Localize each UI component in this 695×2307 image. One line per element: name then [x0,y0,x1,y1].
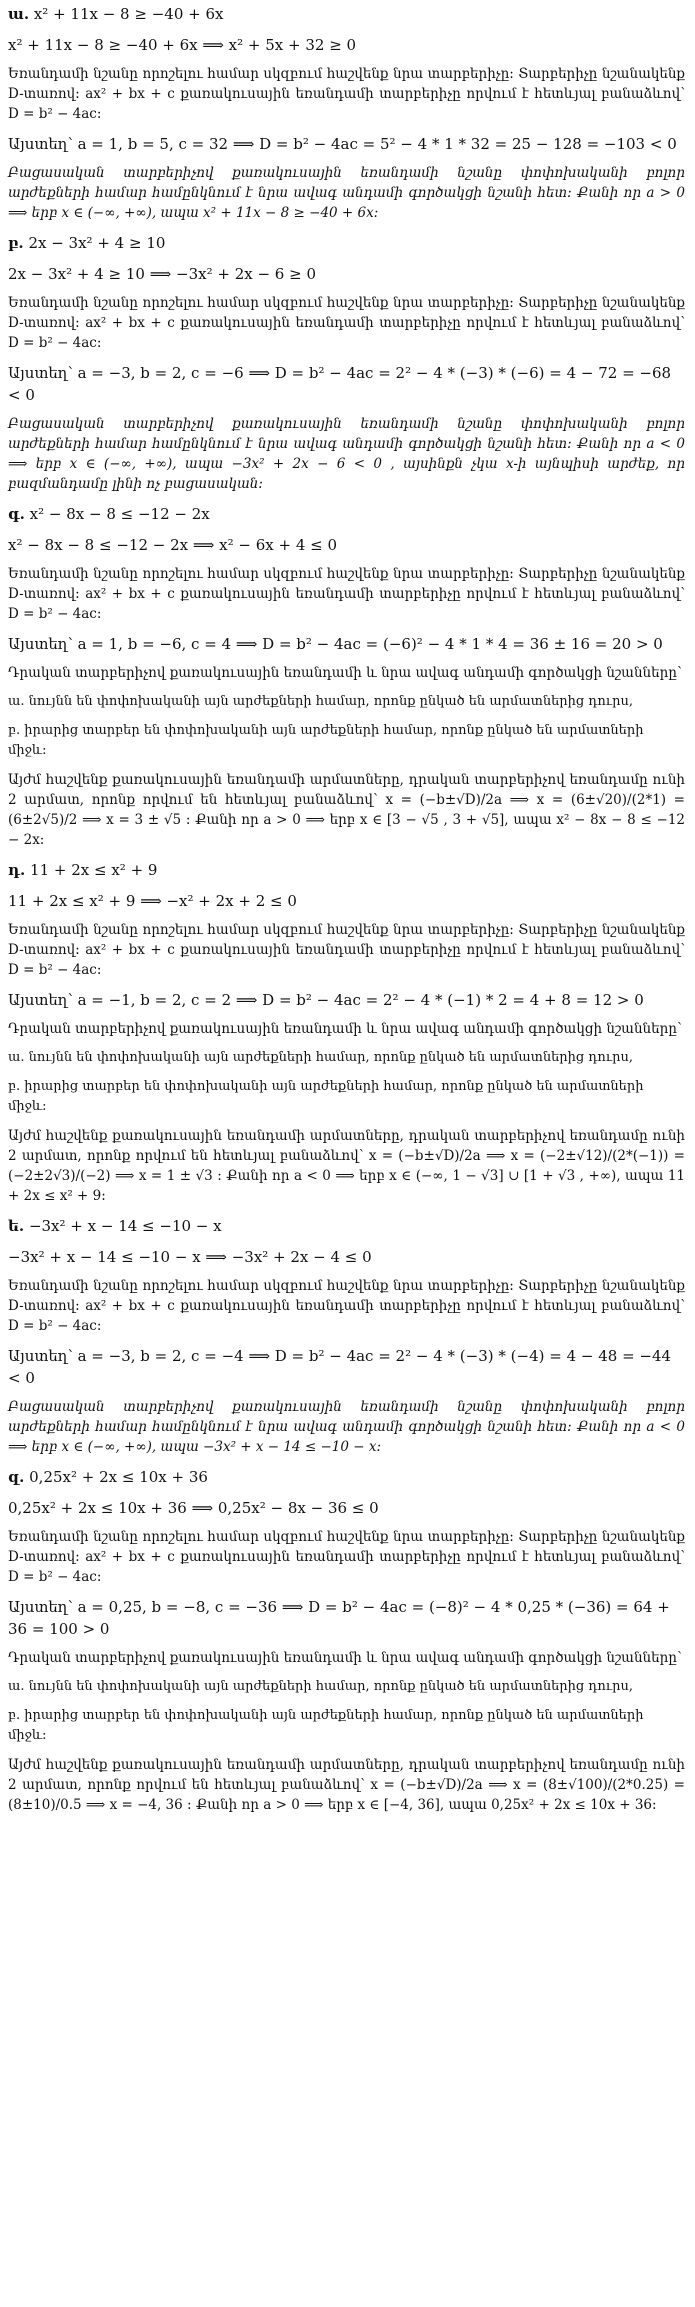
problem-statement: 2x − 3x² + 4 ≥ 10 [28,234,166,252]
case-a: ա. նույնն են փոփոխականի այն արժեքների համար, որոնք ընկած են արմատներից դուրս, [8,1050,634,1065]
conclusion-paragraph: Բացասական տարբերիչով քառակուսային եռանդամի նշանը փոփոխականի բոլոր արժեքների համար համընկնում է նրա ավագ անդամի գործակցի նշանի հետ: Քանի որ a < 0 ⟹ երբ x ∈ (−∞, +∞), ապա −3x² + 2x − 6 < 0 , այսինքն չկա x-ի այնպիսի արժեք, որ բազմանդամը լինի ոչ բացասական: [8,416,685,492]
section-label: ա. [8,5,30,23]
discriminant-calculation: Այստեղ՝ a = 1, b = 5, c = 32 ⟹ D = b² − 4ac = 5² − 4 * 1 * 32 = 25 − 128 = −103 < 0 [8,135,677,153]
positive-discriminant-note: Դրական տարբերիչով քառակուսային եռանդամի և նրա ավագ անդամի գործակցի նշանները՝ [8,1650,682,1666]
problem-statement: 0,25x² + 2x ≤ 10x + 36 [29,1468,208,1486]
transformation-line: −3x² + x − 14 ≤ −10 − x ⟹ −3x² + 2x − 4 ≤ 0 [8,1248,372,1266]
section-e [8,1216,685,1457]
transformation-line: 0,25x² + 2x ≤ 10x + 36 ⟹ 0,25x² − 8x − 36 ≤ 0 [8,1499,379,1517]
section-c [8,504,685,850]
section-b [8,233,685,494]
positive-discriminant-note: Դրական տարբերիչով քառակուսային եռանդամի և նրա ավագ անդամի գործակցի նշանները՝ [8,665,682,681]
section-a [8,4,685,223]
section-heading [8,4,685,25]
discriminant-intro: Եռանդամի նշանը որոշելու համար սկզբում հաշվենք նրա տարբերիչը: Տարբերիչը նշանակենք D-տառով: ax² + bx + c քառակուսային եռանդամի տարբերիչը որվում է հետևյալ բանաձևով՝ D = b² − 4ac: [8,1529,685,1585]
case-a: ա. նույնն են փոփոխականի այն արժեքների համար, որոնք ընկած են արմատներից դուրս, [8,694,634,709]
case-b: բ. իրարից տարբեր են փոփոխականի այն արժեքների համար, որոնք ընկած են արմատների միջև: [8,1708,644,1743]
section-heading [8,504,685,525]
discriminant-calculation: Այստեղ՝ a = −3, b = 2, c = −6 ⟹ D = b² − 4ac = 2² − 4 * (−3) * (−6) = 4 − 72 = −68 < 0 [8,364,672,404]
discriminant-calculation: Այստեղ՝ a = 0,25, b = −8, c = −36 ⟹ D = b² − 4ac = (−8)² − 4 * 0,25 * (−36) = 64 + 36 = 100 > 0 [8,1598,670,1638]
section-d [8,860,685,1206]
discriminant-calculation: Այստեղ՝ a = −1, b = 2, c = 2 ⟹ D = b² − 4ac = 2² − 4 * (−1) * 2 = 4 + 8 = 12 > 0 [8,991,644,1009]
discriminant-intro: Եռանդամի նշանը որոշելու համար սկզբում հաշվենք նրա տարբերիչը: Տարբերիչը նշանակենք D-տառով: ax² + bx + c քառակուսային եռանդամի տարբերիչը որվում է հետևյալ բանաձևով՝ D = b² − 4ac: [8,922,685,978]
discriminant-intro: Եռանդամի նշանը որոշելու համար սկզբում հաշվենք նրա տարբերիչը: Տարբերիչը նշանակենք D-տառով: ax² + bx + c քառակուսային եռանդամի տարբերիչը որվում է հետևյալ բանաձևով՝ D = b² − 4ac: [8,295,685,351]
discriminant-intro: Եռանդամի նշանը որոշելու համար սկզբում հաշվենք նրա տարբերիչը: Տարբերիչը նշանակենք D-տառով: ax² + bx + c քառակուսային եռանդամի տարբերիչը որվում է հետևյալ բանաձևով՝ D = b² − 4ac: [8,66,685,122]
problem-statement: x² − 8x − 8 ≤ −12 − 2x [29,505,210,523]
problem-statement: −3x² + x − 14 ≤ −10 − x [28,1217,222,1235]
section-label: զ. [8,1468,25,1486]
conclusion-paragraph: Բացասական տարբերիչով քառակուսային եռանդամի նշանը փոփոխականի բոլոր արժեքների համար համընկնում է նրա ավագ անդամի գործակցի նշանի հետ: Քանի որ a > 0 ⟹ երբ x ∈ (−∞, +∞), ապա x² + 11x − 8 ≥ −40 + 6x: [8,165,685,221]
section-heading [8,860,685,881]
discriminant-intro: Եռանդամի նշանը որոշելու համար սկզբում հաշվենք նրա տարբերիչը: Տարբերիչը նշանակենք D-տառով: ax² + bx + c քառակուսային եռանդամի տարբերիչը որվում է հետևյալ բանաձևով՝ D = b² − 4ac: [8,1278,685,1334]
transformation-line: x² + 11x − 8 ≥ −40 + 6x ⟹ x² + 5x + 32 ≥ 0 [8,36,357,54]
discriminant-calculation: Այստեղ՝ a = 1, b = −6, c = 4 ⟹ D = b² − 4ac = (−6)² − 4 * 1 * 4 = 36 ± 16 = 20 > 0 [8,635,663,653]
problem-statement: x² + 11x − 8 ≥ −40 + 6x [33,5,224,23]
section-f [8,1467,685,1815]
section-label: բ. [8,234,24,252]
case-b: բ. իրարից տարբեր են փոփոխականի այն արժեքների համար, որոնք ընկած են արմատների միջև: [8,1079,644,1114]
section-heading [8,233,685,254]
conclusion-paragraph: Բացասական տարբերիչով քառակուսային եռանդամի նշանը փոփոխականի բոլոր արժեքների համար համընկնում է նրա ավագ անդամի գործակցի նշանի հետ: Քանի որ a < 0 ⟹ երբ x ∈ (−∞, +∞), ապա −3x² + x − 14 ≤ −10 − x: [8,1399,685,1455]
problem-statement: 11 + 2x ≤ x² + 9 [30,861,158,879]
roots-paragraph: Այժմ հաշվենք քառակուսային եռանդամի արմատները, դրական տարբերիչով եռանդամը ունի 2 արմատ, որոնք որվում են հետևյալ բանաձևով՝ x = (−b±√D)/2a ⟹ x = (6±√20)/(2*1) = (6±2√5)/2 ⟹ x = 3 ± √5 : Քանի որ a > 0 ⟹ երբ x ∈ [3 − √5 , 3 + √5], ապա x² − 8x − 8 ≤ −12 − 2x: [8,772,685,848]
positive-discriminant-note: Դրական տարբերիչով քառակուսային եռանդամի և նրա ավագ անդամի գործակցի նշանները՝ [8,1021,682,1037]
discriminant-calculation: Այստեղ՝ a = −3, b = 2, c = −4 ⟹ D = b² − 4ac = 2² − 4 * (−3) * (−4) = 4 − 48 = −44 < 0 [8,1347,672,1387]
section-label: գ. [8,505,25,523]
discriminant-intro: Եռանդամի նշանը որոշելու համար սկզբում հաշվենք նրա տարբերիչը: Տարբերիչը նշանակենք D-տառով: ax² + bx + c քառակուսային եռանդամի տարբերիչը որվում է հետևյալ բանաձևով՝ D = b² − 4ac: [8,566,685,622]
section-heading [8,1216,685,1237]
case-b: բ. իրարից տարբեր են փոփոխականի այն արժեքների համար, որոնք ընկած են արմատների միջև: [8,723,644,758]
section-label: ե. [8,1217,25,1235]
case-a: ա. նույնն են փոփոխականի այն արժեքների համար, որոնք ընկած են արմատներից դուրս, [8,1679,634,1694]
roots-paragraph: Այժմ հաշվենք քառակուսային եռանդամի արմատները, դրական տարբերիչով եռանդամը ունի 2 արմատ, որոնք որվում են հետևյալ բանաձևով՝ x = (−b±√D)/2a ⟹ x = (−2±√12)/(2*(−1)) = (−2±2√3)/(−2) ⟹ x = 1 ± √3 : Քանի որ a < 0 ⟹ երբ x ∈ (−∞, 1 − √3] ∪ [1 + √3 , +∞), ապա 11 + 2x ≤ x² + 9: [8,1128,685,1204]
transformation-line: 2x − 3x² + 4 ≥ 10 ⟹ −3x² + 2x − 6 ≥ 0 [8,265,316,283]
transformation-line: 11 + 2x ≤ x² + 9 ⟹ −x² + 2x + 2 ≤ 0 [8,892,297,910]
section-label: դ. [8,861,26,879]
roots-paragraph: Այժմ հաշվենք քառակուսային եռանդամի արմատները, դրական տարբերիչով եռանդամը ունի 2 արմատ, որոնք որվում են հետևյալ բանաձևով՝ x = (−b±√D)/2a ⟹ x = (8±√100)/(2*0.25) = (8±10)/0.5 ⟹ x = −4, 36 : Քանի որ a > 0 ⟹ երբ x ∈ [−4, 36], ապա 0,25x² + 2x ≤ 10x + 36: [8,1757,685,1813]
transformation-line: x² − 8x − 8 ≤ −12 − 2x ⟹ x² − 6x + 4 ≤ 0 [8,536,338,554]
section-heading [8,1467,685,1488]
